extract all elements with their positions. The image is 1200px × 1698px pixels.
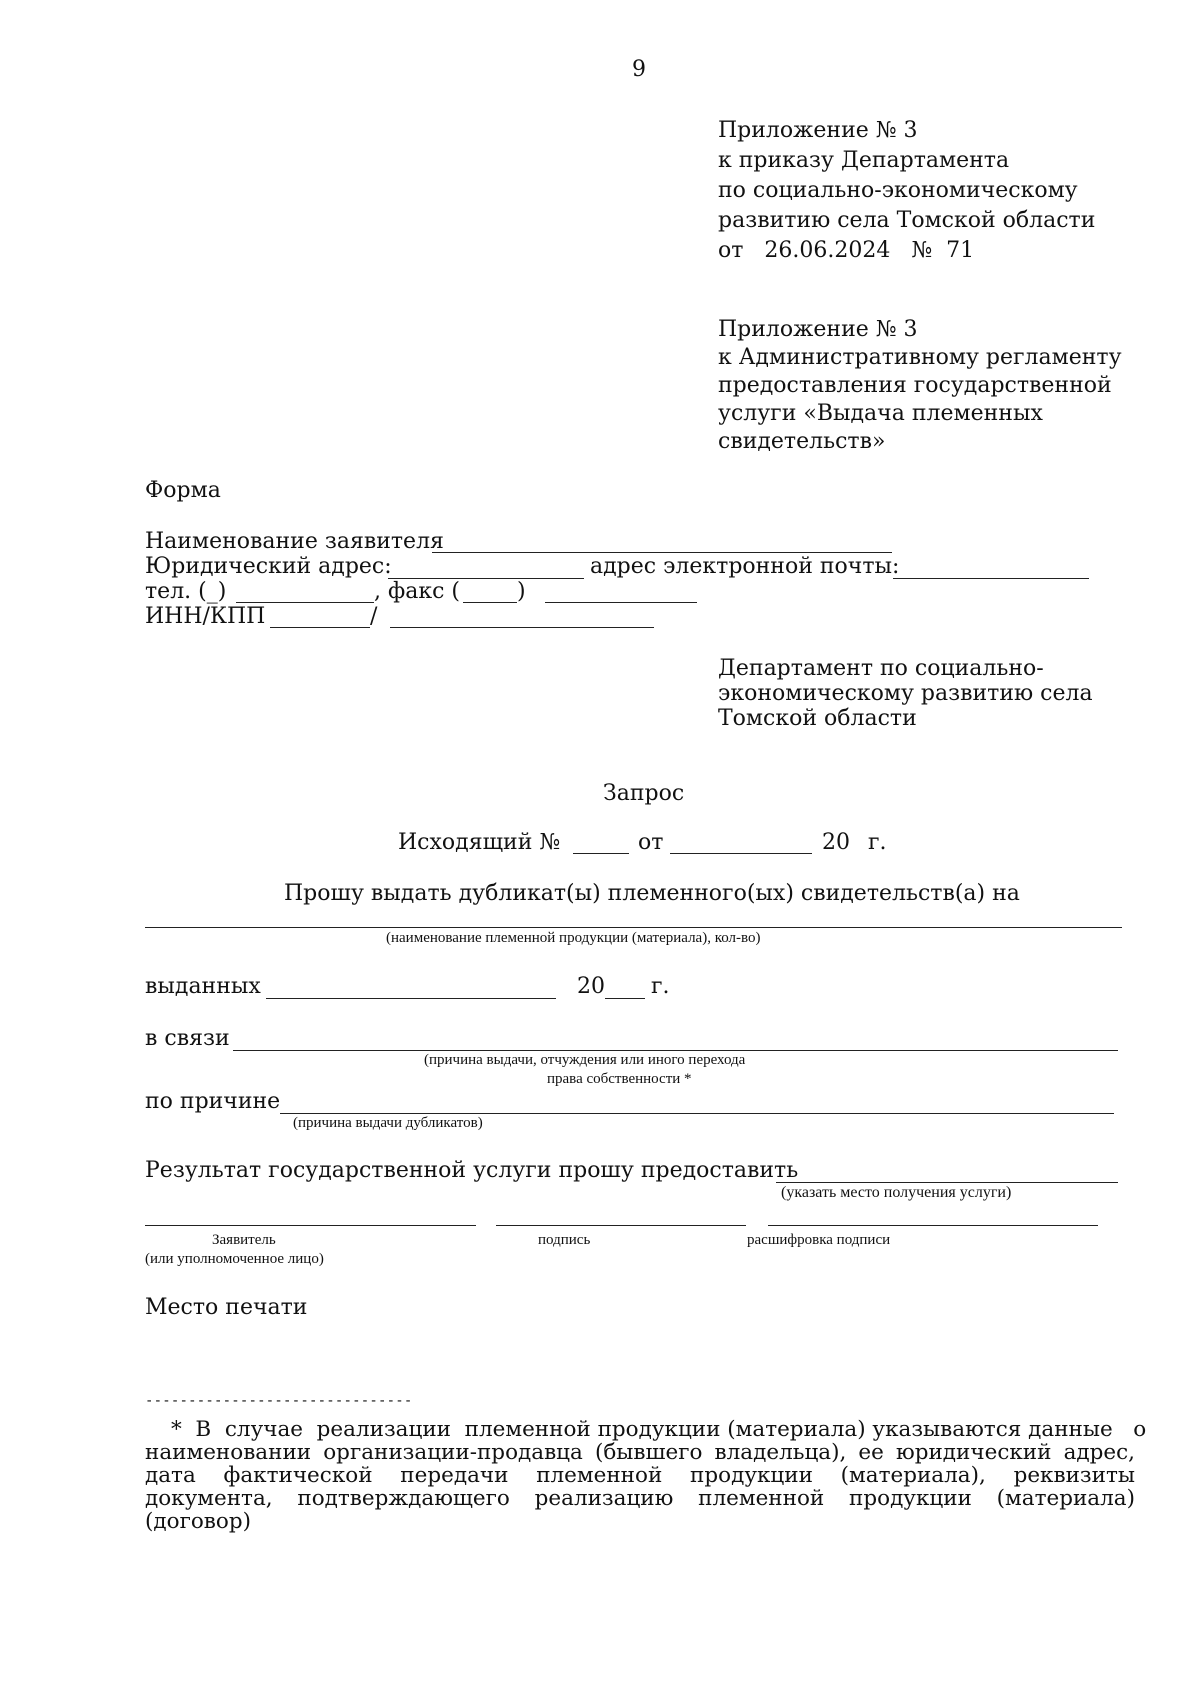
- outgoing-number-field[interactable]: [573, 853, 629, 854]
- fax-label: , факс (: [374, 579, 460, 604]
- email-field[interactable]: [893, 578, 1089, 579]
- appendix-order-line: от 26.06.2024 № 71: [718, 238, 975, 263]
- recipient-line: Томской области: [718, 706, 917, 731]
- fax-field[interactable]: [545, 602, 697, 603]
- connection-label: в связи: [145, 1026, 230, 1051]
- recipient-line: экономическому развитию села: [718, 681, 1093, 706]
- decoding-line[interactable]: [768, 1225, 1098, 1226]
- issued-suffix: г.: [651, 974, 670, 999]
- year-suffix: г.: [868, 830, 887, 855]
- appendix-order-line: к приказу Департамента: [718, 148, 1010, 173]
- email-label: адрес электронной почты:: [590, 554, 900, 579]
- appendix-regulation-line: Приложение № 3: [718, 317, 918, 342]
- decoding-caption: расшифровка подписи: [747, 1232, 891, 1248]
- appendix-order-line: развитию села Томской области: [718, 208, 1096, 233]
- footnote: [145, 1417, 1147, 1534]
- issued-date-field[interactable]: [266, 998, 556, 999]
- recipient-line: Департамент по социально-: [718, 656, 1044, 681]
- appendix-regulation-block: [718, 316, 1122, 456]
- footnote-line: наименовании организации-продавца (бывшего владельца), ее юридический адрес,: [145, 1440, 1135, 1465]
- appendix-regulation-line: свидетельств»: [718, 429, 886, 454]
- product-field[interactable]: [145, 927, 1122, 928]
- request-body: Прошу выдать дубликат(ы) племенного(ых) свидетельств(а) на: [284, 881, 1020, 906]
- product-hint: (наименование племенной продукции (материала), кол-во): [386, 930, 761, 946]
- issued-year-field[interactable]: [605, 998, 645, 999]
- connection-hint-1: (причина выдачи, отчуждения или иного перехода: [424, 1052, 746, 1068]
- applicant-caption: Заявитель: [212, 1232, 276, 1248]
- phone-label: тел. (_): [145, 579, 227, 604]
- issued-label: выданных: [145, 974, 261, 999]
- page-number: 9: [632, 57, 646, 82]
- footnote-separator: -------------------------------: [145, 1393, 413, 1409]
- inn-label: ИНН/КПП: [145, 604, 266, 629]
- request-title: Запрос: [603, 781, 685, 806]
- signature-line[interactable]: [496, 1225, 746, 1226]
- kpp-field[interactable]: [390, 627, 654, 628]
- appendix-regulation-line: услуги «Выдача племенных: [718, 401, 1043, 426]
- recipient-block: [718, 656, 1093, 731]
- fax-close: ): [517, 579, 526, 604]
- footnote-line: дата фактической передачи племенной продукции (материала), реквизиты: [145, 1463, 1135, 1488]
- footnote-line: (договор): [145, 1509, 251, 1534]
- applicant-signature-line[interactable]: [145, 1225, 476, 1226]
- connection-hint-2: права собственности *: [547, 1071, 692, 1087]
- signature-caption: подпись: [538, 1232, 591, 1248]
- appendix-regulation-line: к Административному регламенту: [718, 345, 1122, 370]
- issued-year: 20: [577, 974, 605, 999]
- appendix-regulation-line: предоставления государственной: [718, 373, 1112, 398]
- appendix-order-line: Приложение № 3: [718, 118, 918, 143]
- reason-hint: (причина выдачи дубликатов): [293, 1115, 483, 1131]
- applicant-name-label: Наименование заявителя: [145, 529, 444, 554]
- appendix-order-line: по социально-экономическому: [718, 178, 1078, 203]
- outgoing-label: Исходящий №: [398, 830, 561, 855]
- stamp-place: Место печати: [145, 1295, 308, 1320]
- fax-code-field[interactable]: [463, 602, 517, 603]
- outgoing-date-field[interactable]: [670, 853, 812, 854]
- appendix-order-block: [718, 116, 1095, 266]
- result-label: Результат государственной услуги прошу предоставить: [145, 1158, 799, 1183]
- form-label: Форма: [145, 478, 221, 503]
- year-prefix: 20: [822, 830, 850, 855]
- footnote-line: документа, подтверждающего реализацию племенной продукции (материала): [145, 1486, 1135, 1511]
- inn-field[interactable]: [270, 627, 370, 628]
- applicant-sub-caption: (или уполномоченное лицо): [145, 1251, 324, 1267]
- result-hint: (указать место получения услуги): [781, 1184, 1012, 1201]
- footnote-line: * В случае реализации племенной продукции (материала) указываются данные о: [171, 1417, 1147, 1442]
- legal-address-label: Юридический адрес:: [145, 554, 392, 579]
- inn-separator: /: [370, 604, 378, 629]
- reason-label: по причине: [145, 1089, 281, 1114]
- from-label: от: [638, 830, 664, 855]
